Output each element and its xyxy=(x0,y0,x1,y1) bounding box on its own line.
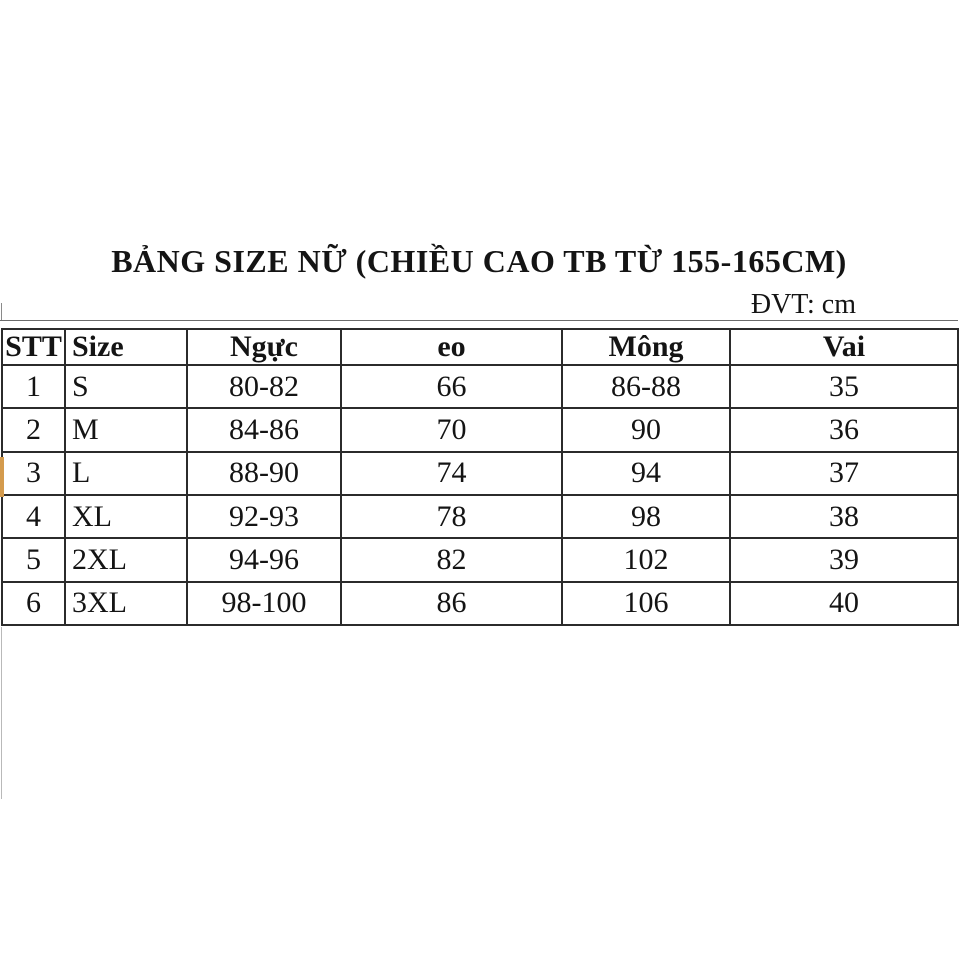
table-header-row xyxy=(2,329,958,365)
table-row xyxy=(2,452,958,495)
cell-size: 2XL xyxy=(65,538,187,581)
table-row xyxy=(2,408,958,451)
cell-nguc: 88-90 xyxy=(187,452,341,495)
table-row xyxy=(2,538,958,581)
cell-nguc: 92-93 xyxy=(187,495,341,538)
column-header-size: Size xyxy=(65,329,187,365)
table-row xyxy=(2,582,958,625)
page-title: BẢNG SIZE NỮ (CHIỀU CAO TB TỪ 155-165CM) xyxy=(111,243,847,279)
cell-stt: 3 xyxy=(2,452,65,495)
cell-size: XL xyxy=(65,495,187,538)
column-header-vai: Vai xyxy=(730,329,958,365)
unit-note: ĐVT: cm xyxy=(750,289,856,320)
cell-stt: 6 xyxy=(2,582,65,625)
cell-vai: 40 xyxy=(730,582,958,625)
cell-eo: 66 xyxy=(341,365,562,408)
cell-mong: 86-88 xyxy=(562,365,730,408)
cell-nguc: 98-100 xyxy=(187,582,341,625)
cell-size: L xyxy=(65,452,187,495)
cell-vai: 36 xyxy=(730,408,958,451)
left-edge-line-above xyxy=(1,303,2,320)
cell-nguc: 80-82 xyxy=(187,365,341,408)
cell-mong: 94 xyxy=(562,452,730,495)
cell-mong: 98 xyxy=(562,495,730,538)
column-header-nguc: Ngực xyxy=(187,329,341,365)
cell-vai: 38 xyxy=(730,495,958,538)
top-rule-line xyxy=(0,320,958,321)
left-edge-line-below xyxy=(1,627,2,799)
cell-nguc: 94-96 xyxy=(187,538,341,581)
cell-stt: 4 xyxy=(2,495,65,538)
cell-mong: 106 xyxy=(562,582,730,625)
cell-size: M xyxy=(65,408,187,451)
cell-stt: 5 xyxy=(2,538,65,581)
cell-eo: 82 xyxy=(341,538,562,581)
table-row xyxy=(2,365,958,408)
cell-nguc: 84-86 xyxy=(187,408,341,451)
table-row xyxy=(2,495,958,538)
left-edge-orange-marker xyxy=(0,457,4,497)
cell-eo: 78 xyxy=(341,495,562,538)
cell-vai: 37 xyxy=(730,452,958,495)
column-header-stt: STT xyxy=(2,329,65,365)
size-table xyxy=(1,328,959,626)
cell-size: S xyxy=(65,365,187,408)
cell-mong: 90 xyxy=(562,408,730,451)
column-header-eo: eo xyxy=(341,329,562,365)
cell-eo: 86 xyxy=(341,582,562,625)
cell-eo: 74 xyxy=(341,452,562,495)
cell-eo: 70 xyxy=(341,408,562,451)
cell-vai: 35 xyxy=(730,365,958,408)
cell-vai: 39 xyxy=(730,538,958,581)
cell-mong: 102 xyxy=(562,538,730,581)
cell-size: 3XL xyxy=(65,582,187,625)
cell-stt: 2 xyxy=(2,408,65,451)
column-header-mong: Mông xyxy=(562,329,730,365)
cell-stt: 1 xyxy=(2,365,65,408)
